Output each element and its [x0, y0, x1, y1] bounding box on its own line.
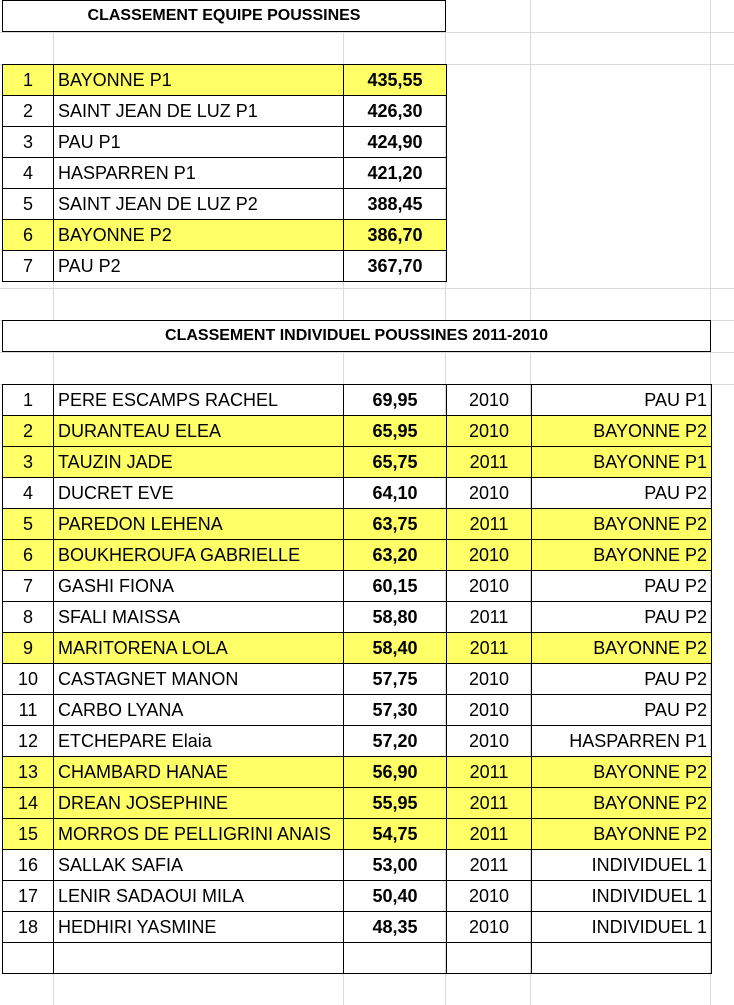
table-row — [3, 189, 447, 220]
rank-cell: 2 — [3, 416, 54, 447]
gridline — [0, 32, 734, 33]
athlete-name-cell: TAUZIN JADE — [54, 447, 344, 478]
club-team-cell: INDIVIDUEL 1 — [532, 912, 712, 943]
rank-cell: 6 — [3, 220, 54, 251]
birth-year-cell: 2010 — [447, 695, 532, 726]
rank-cell: 3 — [3, 447, 54, 478]
table-row — [3, 127, 447, 158]
rank-cell: 9 — [3, 633, 54, 664]
team-name-cell: HASPARREN P1 — [54, 158, 344, 189]
score-cell: 53,00 — [344, 850, 447, 881]
club-team-cell: BAYONNE P2 — [532, 509, 712, 540]
club-team-cell: BAYONNE P1 — [532, 447, 712, 478]
table-row — [3, 65, 447, 96]
table-row — [3, 571, 712, 602]
individual-ranking-table — [2, 384, 712, 974]
empty-row — [3, 943, 712, 974]
rank-cell: 13 — [3, 757, 54, 788]
club-team-cell: INDIVIDUEL 1 — [532, 881, 712, 912]
score-cell: 426,30 — [344, 96, 447, 127]
empty-cell — [344, 943, 447, 974]
table-row — [3, 819, 712, 850]
club-team-cell: PAU P2 — [532, 602, 712, 633]
birth-year-cell: 2010 — [447, 726, 532, 757]
score-cell: 58,80 — [344, 602, 447, 633]
club-team-cell: PAU P2 — [532, 664, 712, 695]
rank-cell: 8 — [3, 602, 54, 633]
rank-cell: 7 — [3, 251, 54, 282]
birth-year-cell: 2011 — [447, 509, 532, 540]
team-name-cell: SAINT JEAN DE LUZ P2 — [54, 189, 344, 220]
team-name-cell: BAYONNE P2 — [54, 220, 344, 251]
athlete-name-cell: LENIR SADAOUI MILA — [54, 881, 344, 912]
club-team-cell: BAYONNE P2 — [532, 633, 712, 664]
athlete-name-cell: PAREDON LEHENA — [54, 509, 344, 540]
score-cell: 63,20 — [344, 540, 447, 571]
table-row — [3, 881, 712, 912]
rank-cell: 4 — [3, 158, 54, 189]
athlete-name-cell: SALLAK SAFIA — [54, 850, 344, 881]
athlete-name-cell: CARBO LYANA — [54, 695, 344, 726]
rank-cell: 4 — [3, 478, 54, 509]
birth-year-cell: 2010 — [447, 385, 532, 416]
gridline — [0, 288, 734, 289]
athlete-name-cell: BOUKHEROUFA GABRIELLE — [54, 540, 344, 571]
table-row — [3, 478, 712, 509]
athlete-name-cell: ETCHEPARE Elaia — [54, 726, 344, 757]
empty-cell — [3, 943, 54, 974]
birth-year-cell: 2011 — [447, 757, 532, 788]
athlete-name-cell: DUCRET EVE — [54, 478, 344, 509]
table-row — [3, 757, 712, 788]
score-cell: 50,40 — [344, 881, 447, 912]
team-name-cell: SAINT JEAN DE LUZ P1 — [54, 96, 344, 127]
table-row — [3, 912, 712, 943]
score-cell: 69,95 — [344, 385, 447, 416]
club-team-cell: BAYONNE P2 — [532, 540, 712, 571]
birth-year-cell: 2011 — [447, 850, 532, 881]
team-name-cell: BAYONNE P1 — [54, 65, 344, 96]
birth-year-cell: 2010 — [447, 478, 532, 509]
athlete-name-cell: DURANTEAU ELEA — [54, 416, 344, 447]
table-row — [3, 158, 447, 189]
club-team-cell: BAYONNE P2 — [532, 416, 712, 447]
score-cell: 367,70 — [344, 251, 447, 282]
table-row — [3, 695, 712, 726]
team-name-cell: PAU P1 — [54, 127, 344, 158]
club-team-cell: BAYONNE P2 — [532, 757, 712, 788]
score-cell: 60,15 — [344, 571, 447, 602]
rank-cell: 1 — [3, 385, 54, 416]
rank-cell: 15 — [3, 819, 54, 850]
birth-year-cell: 2010 — [447, 881, 532, 912]
club-team-cell: PAU P2 — [532, 695, 712, 726]
birth-year-cell: 2011 — [447, 447, 532, 478]
club-team-cell: BAYONNE P2 — [532, 788, 712, 819]
rank-cell: 5 — [3, 509, 54, 540]
club-team-cell: INDIVIDUEL 1 — [532, 850, 712, 881]
table-row — [3, 788, 712, 819]
rank-cell: 18 — [3, 912, 54, 943]
birth-year-cell: 2011 — [447, 633, 532, 664]
athlete-name-cell: PERE ESCAMPS RACHEL — [54, 385, 344, 416]
rank-cell: 6 — [3, 540, 54, 571]
score-cell: 54,75 — [344, 819, 447, 850]
score-cell: 58,40 — [344, 633, 447, 664]
score-cell: 63,75 — [344, 509, 447, 540]
table-row — [3, 96, 447, 127]
athlete-name-cell: CHAMBARD HANAE — [54, 757, 344, 788]
athlete-name-cell: CASTAGNET MANON — [54, 664, 344, 695]
score-cell: 56,90 — [344, 757, 447, 788]
score-cell: 65,75 — [344, 447, 447, 478]
team-ranking-table — [2, 64, 447, 282]
birth-year-cell: 2010 — [447, 571, 532, 602]
score-cell: 57,75 — [344, 664, 447, 695]
score-cell: 388,45 — [344, 189, 447, 220]
table-row — [3, 726, 712, 757]
score-cell: 57,20 — [344, 726, 447, 757]
birth-year-cell: 2011 — [447, 819, 532, 850]
individual-ranking-title: CLASSEMENT INDIVIDUEL POUSSINES 2011-2010 — [2, 320, 711, 352]
table-row — [3, 850, 712, 881]
table-row — [3, 385, 712, 416]
score-cell: 55,95 — [344, 788, 447, 819]
table-row — [3, 447, 712, 478]
rank-cell: 1 — [3, 65, 54, 96]
rank-cell: 10 — [3, 664, 54, 695]
empty-cell — [54, 943, 344, 974]
table-row — [3, 251, 447, 282]
table-row — [3, 664, 712, 695]
athlete-name-cell: MARITORENA LOLA — [54, 633, 344, 664]
club-team-cell: HASPARREN P1 — [532, 726, 712, 757]
rank-cell: 11 — [3, 695, 54, 726]
team-name-cell: PAU P2 — [54, 251, 344, 282]
empty-cell — [447, 943, 532, 974]
club-team-cell: PAU P1 — [532, 385, 712, 416]
birth-year-cell: 2010 — [447, 664, 532, 695]
table-row — [3, 602, 712, 633]
rank-cell: 16 — [3, 850, 54, 881]
athlete-name-cell: MORROS DE PELLIGRINI ANAIS — [54, 819, 344, 850]
table-row — [3, 220, 447, 251]
table-row — [3, 509, 712, 540]
table-row — [3, 540, 712, 571]
score-cell: 57,30 — [344, 695, 447, 726]
score-cell: 64,10 — [344, 478, 447, 509]
gridline — [0, 352, 734, 353]
rank-cell: 2 — [3, 96, 54, 127]
rank-cell: 12 — [3, 726, 54, 757]
athlete-name-cell: GASHI FIONA — [54, 571, 344, 602]
club-team-cell: PAU P2 — [532, 478, 712, 509]
birth-year-cell: 2011 — [447, 788, 532, 819]
score-cell: 386,70 — [344, 220, 447, 251]
rank-cell: 5 — [3, 189, 54, 220]
table-row — [3, 633, 712, 664]
athlete-name-cell: DREAN JOSEPHINE — [54, 788, 344, 819]
score-cell: 424,90 — [344, 127, 447, 158]
score-cell: 65,95 — [344, 416, 447, 447]
rank-cell: 17 — [3, 881, 54, 912]
club-team-cell: BAYONNE P2 — [532, 819, 712, 850]
team-ranking-title: CLASSEMENT EQUIPE POUSSINES — [2, 0, 446, 32]
birth-year-cell: 2010 — [447, 416, 532, 447]
score-cell: 421,20 — [344, 158, 447, 189]
birth-year-cell: 2010 — [447, 540, 532, 571]
birth-year-cell: 2011 — [447, 602, 532, 633]
rank-cell: 7 — [3, 571, 54, 602]
rank-cell: 3 — [3, 127, 54, 158]
athlete-name-cell: SFALI MAISSA — [54, 602, 344, 633]
score-cell: 48,35 — [344, 912, 447, 943]
rank-cell: 14 — [3, 788, 54, 819]
athlete-name-cell: HEDHIRI YASMINE — [54, 912, 344, 943]
club-team-cell: PAU P2 — [532, 571, 712, 602]
empty-cell — [532, 943, 712, 974]
birth-year-cell: 2010 — [447, 912, 532, 943]
score-cell: 435,55 — [344, 65, 447, 96]
table-row — [3, 416, 712, 447]
